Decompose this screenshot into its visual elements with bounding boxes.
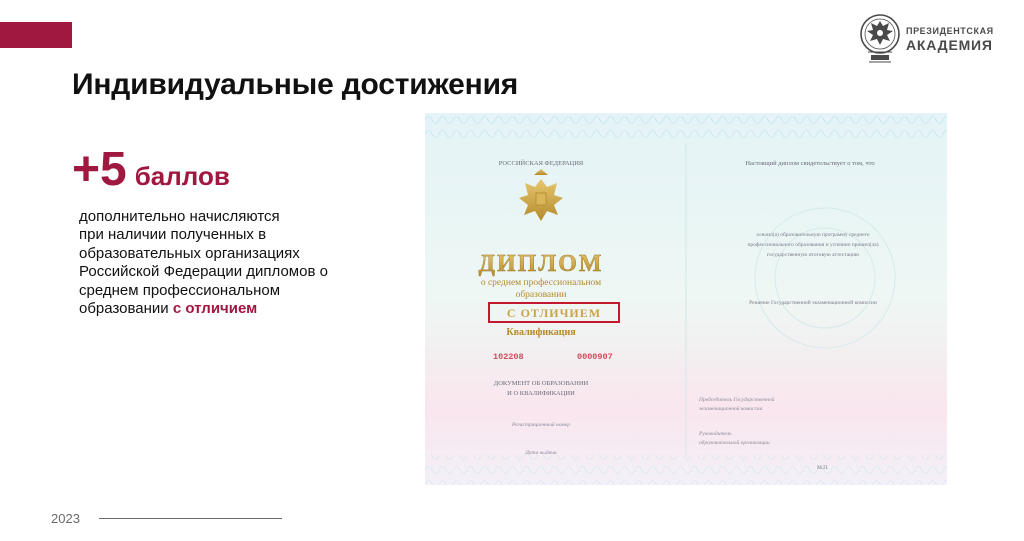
doc-type-line-1: ДОКУМЕНТ ОБ ОБРАЗОВАНИИ xyxy=(493,380,589,387)
slide-title: Индивидуальные достижения xyxy=(72,68,519,101)
head-line-2: образовательной организации xyxy=(699,440,770,446)
diploma-series: 102208 xyxy=(493,352,524,362)
description-line: Российской Федерации дипломов о xyxy=(79,263,328,281)
diploma-number: 0000907 xyxy=(577,352,613,362)
description-line: при наличии полученных в xyxy=(79,226,267,244)
diploma-top-border xyxy=(425,113,947,143)
diploma-right-header: Настоящий диплом свидетельствует о том, что xyxy=(745,160,875,167)
right-text-line-1: освоил(а) образовательную программу среднего xyxy=(756,232,870,238)
description-line: среднем профессиональном xyxy=(79,281,281,299)
diploma-bottom-border xyxy=(425,455,947,485)
honors-highlight: с отличием xyxy=(172,300,258,318)
accent-bar xyxy=(0,22,72,48)
points-heading xyxy=(72,142,230,197)
diploma-subtitle-2: образовании xyxy=(515,290,567,300)
eagle-crest-icon xyxy=(858,12,902,66)
diploma-qualification: Квалификация xyxy=(506,327,576,338)
logo-text xyxy=(906,27,994,52)
points-unit: баллов xyxy=(134,161,230,191)
footer-divider xyxy=(99,518,282,519)
description xyxy=(79,208,369,318)
seal-label: М.П. xyxy=(817,465,829,471)
chair-line-1: Председатель Государственной xyxy=(699,397,775,403)
academy-logo xyxy=(858,12,994,66)
description-line: дополнительно начисляются xyxy=(79,208,280,225)
diploma-subtitle-1: о среднем профессиональном xyxy=(480,278,602,288)
logo-line-2: АКАДЕМИЯ xyxy=(906,36,993,53)
reg-number-label: Регистрационный номер xyxy=(512,422,570,428)
chair-line-2: экзаменационной комиссии xyxy=(699,406,763,412)
description-line: образовательных организациях xyxy=(79,244,300,262)
diploma-left-header: РОССИЙСКАЯ ФЕДЕРАЦИЯ xyxy=(498,160,584,167)
footer-year: 2023 xyxy=(51,511,80,526)
honors-stamp: С ОТЛИЧИЕМ xyxy=(506,306,602,320)
description-last-line xyxy=(79,300,369,318)
description-last-prefix: образовании xyxy=(79,300,169,318)
commission-label: Решение Государственной экзаменационной комиссии xyxy=(749,300,877,306)
diploma-image xyxy=(425,113,947,485)
right-text-line-3: государственную итоговую аттестацию xyxy=(766,252,860,258)
head-line-1: Руководитель xyxy=(699,431,732,437)
diploma-main-title: ДИПЛОМ xyxy=(478,251,604,277)
doc-type-line-2: И О КВАЛИФИКАЦИИ xyxy=(507,390,575,397)
right-text-line-2: профессионального образования и успешно прошел(ла) xyxy=(747,242,879,248)
issue-date-label: Дата выдачи xyxy=(525,450,557,456)
points-value: +5 xyxy=(72,143,127,196)
logo-line-1: ПРЕЗИДЕНТСКАЯ xyxy=(906,25,994,36)
